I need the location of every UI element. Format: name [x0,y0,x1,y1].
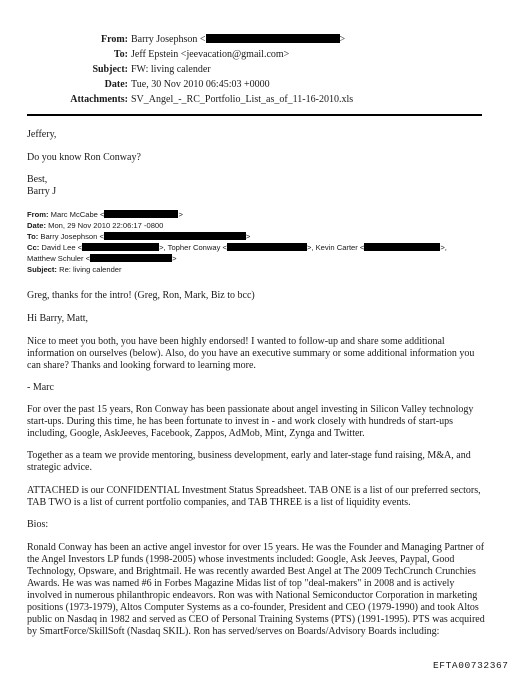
bio-paragraph: Ronald Conway has been an active angel investor for over 15 years. He was the Founder and Managing Partner of the Angel Investors LP funds (1998-2005) whose investments included: Google, Ask Jeeves, Paypal, Good Technology, Opsware, and Brightmail. He was recently awarded Best Angel at The 2009 TechCrunch Crunchies Awards. He was was named #6 in Forbes Magazine Midas list of top "deal-makers" in 2008 and is actively involved in numerous philanthropic endeavors. Ron was with National Semiconductor Corporation in marketing positions (1973-1979), Altos Computer Systems as a co-founder, President and CEO (1979-1990) and took Altos public on Nasdaq in 1982 and served as CEO of Personal Training Systems (PTS) (1991-1995). PTS was acquired by SmartForce/SkillSoft (Nasdaq SKIL). Ron has served/serves on Boards/Advisory Boards including: [27,542,485,637]
fwd-cc-label: Cc: [27,243,40,252]
body-greeting: Hi Barry, Matt, [27,313,89,324]
fwd-subject-label: Subject: [27,265,57,274]
fwd-to-label: To: [27,232,39,241]
header-to-row [0,47,512,62]
header-date-row [0,77,512,92]
redaction-bar [104,232,246,240]
subject-label: Subject: [92,64,128,75]
date-value: Tue, 30 Nov 2010 06:45:03 +0000 [131,79,270,90]
redaction-bar [364,243,440,251]
body-signoff: - Marc [27,382,54,393]
fwd-to-tail: > [245,232,251,241]
reply-signoff [27,174,489,198]
reply-signature: Barry J [27,186,57,197]
bios-heading: Bios: [27,519,49,530]
attachments-label: Attachments: [70,94,128,105]
fwd-cc-line2: Matthew Schuler < [27,254,91,263]
fwd-to-row [27,231,447,242]
attachment-link[interactable]: SV_Angel_-_RC_Portfolio_List_as_of_11-16-2010.xls [131,94,354,105]
body-paragraph: Nice to meet you both, you have been highly endorsed! I wanted to follow-up and share some additional information on ourselves (below). Also, do you have an executive summary or some additional information you can share? Thanks and looking forward to learning more. [27,336,475,371]
fwd-from-value: Marc McCabe < [50,210,105,219]
redaction-bar [104,210,178,218]
fwd-date-label: Date: [27,221,46,230]
redaction-bar [82,243,159,251]
reply-question: Do you know Ron Conway? [27,152,141,163]
fwd-date-value: Mon, 29 Nov 2010 22:06:17 -0800 [48,221,164,230]
fwd-from-tail: > [178,210,183,219]
reply-closing: Best, [27,174,48,185]
to-label: To: [113,49,128,60]
body-paragraph: For over the past 15 years, Ron Conway has been passionate about angel investing in Silicon Valley technology start-ups. During this time, he has been fortunate to invest in - and work closely with hundreds of start-ups including, Google, AskJeeves, Facebook, Zappos, AdMob, Mint, Zynga and Twitter. [27,404,474,439]
fwd-cc-line2-tail: > [172,254,177,263]
email-header [0,32,512,107]
bates-number: EFTA00732367 [433,660,509,671]
fwd-cc-row [27,242,447,253]
fwd-cc-mid2: >, Kevin Carter < [306,243,365,252]
header-from-row [0,32,512,47]
body-paragraph: Together as a team we provide mentoring, business development, early and later-stage fund raising, M&A, and strategic advice. [27,450,471,473]
fwd-cc-mid1: >, Topher Conway < [159,243,227,252]
fwd-date-row [27,220,447,231]
fwd-subject-row [27,264,447,275]
forwarded-header [27,209,447,275]
fwd-cc-row2 [27,253,447,264]
date-label: Date: [104,79,128,90]
from-value: Barry Josephson < [131,34,206,45]
fwd-to-value: Barry Josephson < [40,232,104,241]
fwd-cc-tail: >, [440,243,447,252]
body-paragraph: ATTACHED is our CONFIDENTIAL Investment Status Spreadsheet. TAB ONE is a list of our preferred sectors, TAB TWO is a list of current portfolio companies, and TAB THREE is a list of liquidity events. [27,485,481,508]
salutation: Jeffery, [27,129,57,140]
subject-value: FW: living calender [131,64,211,75]
from-tail: > [339,34,346,45]
fwd-cc-value: David Lee < [41,243,83,252]
from-label: From: [100,34,128,45]
body-intro: Greg, thanks for the intro! (Greg, Ron, Mark, Biz to bcc) [27,290,255,301]
header-divider [27,114,482,116]
fwd-from-label: From: [27,210,49,219]
to-value: Jeff Epstein <jeevacation@gmail.com> [131,49,290,60]
redaction-bar [90,254,172,262]
redaction-bar [206,34,340,43]
header-attachments-row [0,92,512,107]
fwd-from-row [27,209,447,220]
redaction-bar [227,243,307,251]
header-subject-row [0,62,512,77]
fwd-subject-value: Re: living calender [59,265,122,274]
